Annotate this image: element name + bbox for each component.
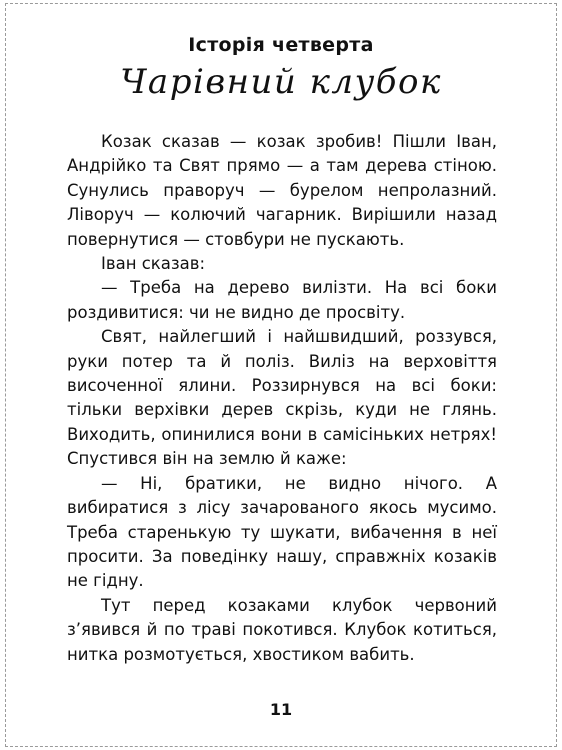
paragraph: — Ні, братики, не видно нічого. А вибиратися з лісу зачарованого якось мусимо. Треба старенькую ту шукати, вибачення в неї просити. За поведінку нашу, справжніх козаків не гідну.	[67, 473, 497, 591]
chapter-title: Чарівний клубок	[120, 62, 442, 102]
paragraph: Козак сказав — козак зробив! Пішли Іван, Андрійко та Свят прямо — а там дерева стіною. Сунулись праворуч — бурелом непролазний. Ліворуч — колючий чагарник. Вирішили назад повернутися — стовбури не пускають.	[67, 132, 497, 249]
paragraph: Тут перед козаками клубок червоний з’явився й по траві покотився. Клубок котиться, нитка розмотується, хвостиком вабить.	[67, 595, 497, 664]
paragraph: Свят, найлегший і найшвидший, роззувся, руки потер та й поліз. Виліз на верховіття височенної ялини. Роззирнувся на всі боки: тільки верхівки дерев скрізь, куди не глянь. Виходить, опинилися вони в самісіньких нетрях! Спустився він на землю й каже:	[67, 327, 497, 469]
paragraph: — Треба на дерево вилізти. На всі боки роздивитися: чи не видно де просвіту.	[67, 278, 497, 322]
page-number: 11	[269, 700, 293, 719]
paragraph: Іван сказав:	[101, 254, 206, 274]
story-text	[67, 130, 497, 667]
chapter-subtitle: Історія четверта	[188, 34, 374, 56]
